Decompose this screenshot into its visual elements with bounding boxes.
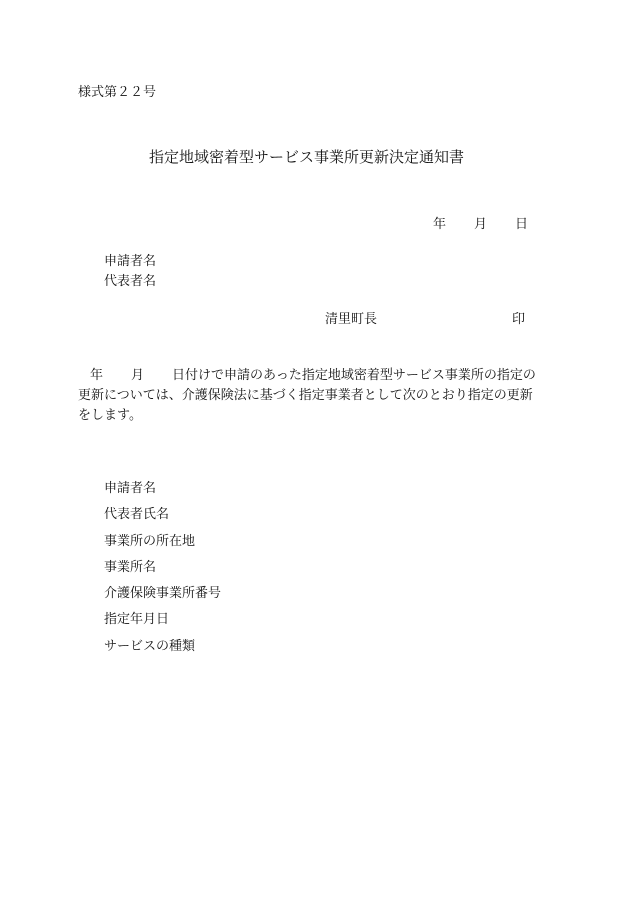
detail-item-designation-date: 指定年月日	[104, 612, 170, 628]
detail-list	[104, 482, 221, 666]
detail-item-service-type: サービスの種類	[104, 638, 196, 654]
body-line-3: をします。	[78, 408, 142, 423]
addressee-representative-label: 代表者名	[104, 274, 157, 289]
form-number: 様式第２２号	[78, 85, 157, 100]
seal-mark: 印	[512, 312, 526, 327]
document-title: 指定地域密着型サービス事業所更新決定通知書	[149, 148, 465, 166]
detail-item-representative: 代表者氏名	[104, 507, 170, 523]
body-line-1-text: 日付けで申請のあった指定地域密着型サービス事業所の指定の	[172, 368, 536, 383]
detail-item-applicant: 申請者名	[104, 481, 157, 496]
body-year-label: 年	[90, 368, 104, 383]
date-day-label: 日	[515, 217, 529, 232]
date-month-label: 月	[474, 217, 488, 232]
addressee-applicant-label: 申請者名	[104, 254, 157, 269]
body-month-label: 月	[131, 368, 145, 383]
detail-item-address: 事業所の所在地	[104, 533, 196, 549]
date-year-label: 年	[433, 217, 447, 232]
detail-item-office-name: 事業所名	[104, 559, 157, 575]
detail-item-office-number: 介護保険事業所番号	[104, 586, 222, 602]
issuer-name: 清里町長	[325, 312, 378, 327]
body-line-2: 更新については、介護保険法に基づく指定事業者として次のとおり指定の更新	[78, 388, 533, 403]
